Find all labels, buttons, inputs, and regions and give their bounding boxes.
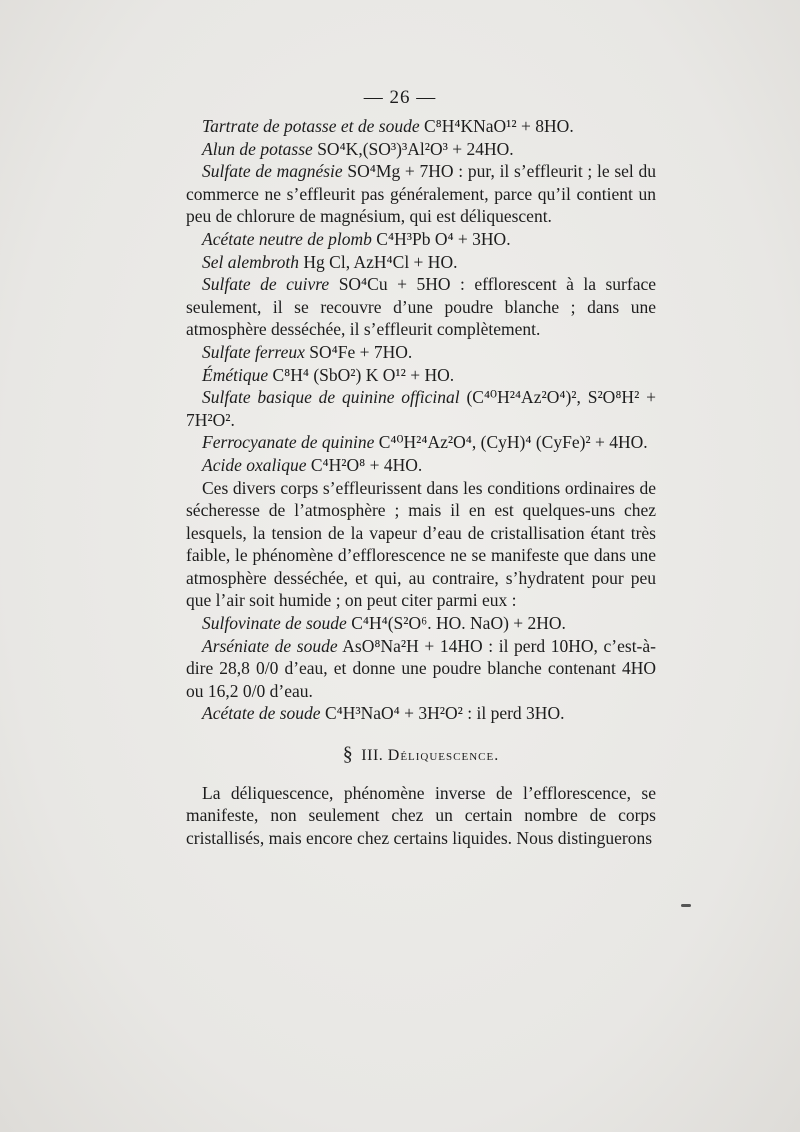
entry-name: Ferrocyanate de quinine bbox=[202, 432, 375, 453]
entry-name: Alun de potasse bbox=[202, 138, 313, 159]
entry-formula: SO⁴K,(SO³)³Al²O³ + 24HO. bbox=[317, 138, 514, 159]
entry-formula: AsO⁸Na²H + 14HO : il perd 10HO, c’est-à-dire 28,8 0/0 d’eau, et donne une poudre blanche contenant 4HO ou 16,2 0/0 d’eau. bbox=[186, 635, 656, 701]
entry-formula: C⁴H⁴(S²O⁶. HO. NaO) + 2HO. bbox=[351, 613, 566, 634]
entry-acetate-plomb bbox=[186, 228, 656, 251]
entry-sel-alembroth bbox=[186, 251, 656, 274]
entry-name: Sulfovinate de soude bbox=[202, 613, 347, 634]
entry-name: Tartrate de potasse et de soude bbox=[202, 116, 420, 136]
entry-formula: Hg Cl, AzH⁴Cl + HO. bbox=[303, 251, 458, 272]
entry-tartrate bbox=[186, 115, 656, 138]
paragraph-deliquescence: La déliquescence, phénomène inverse de l’efflorescence, se manifeste, non seulement chez un certain nombre de corps cristallisés, mais encore chez certains liquides. Nous distinguerons bbox=[186, 782, 656, 848]
entry-formula: C⁸H⁴KNaO¹² + 8HO. bbox=[423, 116, 574, 136]
entry-formula: SO⁴Fe + 7HO. bbox=[309, 341, 413, 362]
section-title: Déliquescence. bbox=[387, 747, 500, 765]
section-symbol: § bbox=[342, 743, 354, 766]
entry-name: Acétate de soude bbox=[202, 703, 321, 724]
ink-speck bbox=[681, 904, 691, 907]
entry-formula: SO⁴Mg + 7HO : pur, il s’effleurit ; le sel du commerce ne s’effleurit pas généralement, parce qu’il contient un peu de chlorure de magnésium, qui est déliquescent. bbox=[186, 161, 657, 227]
entry-acide-oxalique bbox=[186, 454, 656, 477]
entry-formula: C⁴H²O⁸ + 4HO. bbox=[310, 454, 423, 475]
entry-formula: (C⁴⁰H²⁴Az²O⁴)², S²O⁸H² + 7H²O². bbox=[186, 387, 656, 430]
page-number: — 26 — bbox=[363, 87, 437, 108]
entry-name: Arséniate de soude bbox=[202, 635, 338, 656]
entry-formula: C⁴H³Pb O⁴ + 3HO. bbox=[376, 228, 511, 249]
entry-name: Sulfate basique de quinine officinal bbox=[202, 387, 460, 408]
entry-arseniate bbox=[186, 635, 656, 703]
entry-formula: SO⁴Cu + 5HO : efflorescent à la surface seulement, il se recouvre d’une poudre blanche ; dans une atmosphère desséchée, il s’effleurit complètement. bbox=[186, 274, 656, 340]
entry-formula: C⁴H³NaO⁴ + 3H²O² : il perd 3HO. bbox=[324, 703, 565, 724]
entry-sulfate-quinine bbox=[186, 386, 656, 431]
entry-name: Sulfate de magnésie bbox=[202, 161, 343, 182]
entry-sulfate-cuivre bbox=[186, 273, 656, 341]
entry-sulfovinate bbox=[186, 612, 656, 635]
entry-ferrocyanate bbox=[186, 431, 656, 454]
entry-formula: C⁴⁰H²⁴Az²O⁴, (CyH)⁴ (CyFe)² + 4HO. bbox=[378, 432, 648, 453]
entry-name: Acide oxalique bbox=[202, 454, 307, 475]
entry-emetique bbox=[186, 364, 656, 387]
entry-alun bbox=[186, 138, 656, 161]
section-number: III. bbox=[361, 747, 384, 765]
entry-name: Sulfate ferreux bbox=[202, 341, 305, 362]
entry-name: Émétique bbox=[202, 364, 269, 385]
entry-name: Acétate neutre de plomb bbox=[202, 228, 372, 249]
paragraph-efflorescence: Ces divers corps s’effleurissent dans les conditions ordinaires de sécheresse de l’atmosphère ; mais il en est quelques-uns chez lesquels, la tension de la vapeur d’eau de cristallisation étant très faible, le phénomène d’efflorescence ne se manifeste que dans une atmosphère desséchée, et qui, au contraire, s’hydratent pour peu que l’air soit humide ; on peut citer parmi eux : bbox=[186, 477, 656, 611]
entry-formula: C⁸H⁴ (SbO²) K O¹² + HO. bbox=[272, 364, 455, 385]
section-heading bbox=[186, 743, 656, 768]
entry-name: Sel alembroth bbox=[202, 251, 300, 272]
entry-sulfate-ferreux bbox=[186, 341, 656, 364]
entry-name: Sulfate de cuivre bbox=[202, 274, 330, 295]
entry-sulfate-magnesie bbox=[186, 160, 656, 228]
body-text bbox=[186, 115, 656, 849]
entry-acetate-soude bbox=[186, 702, 656, 725]
